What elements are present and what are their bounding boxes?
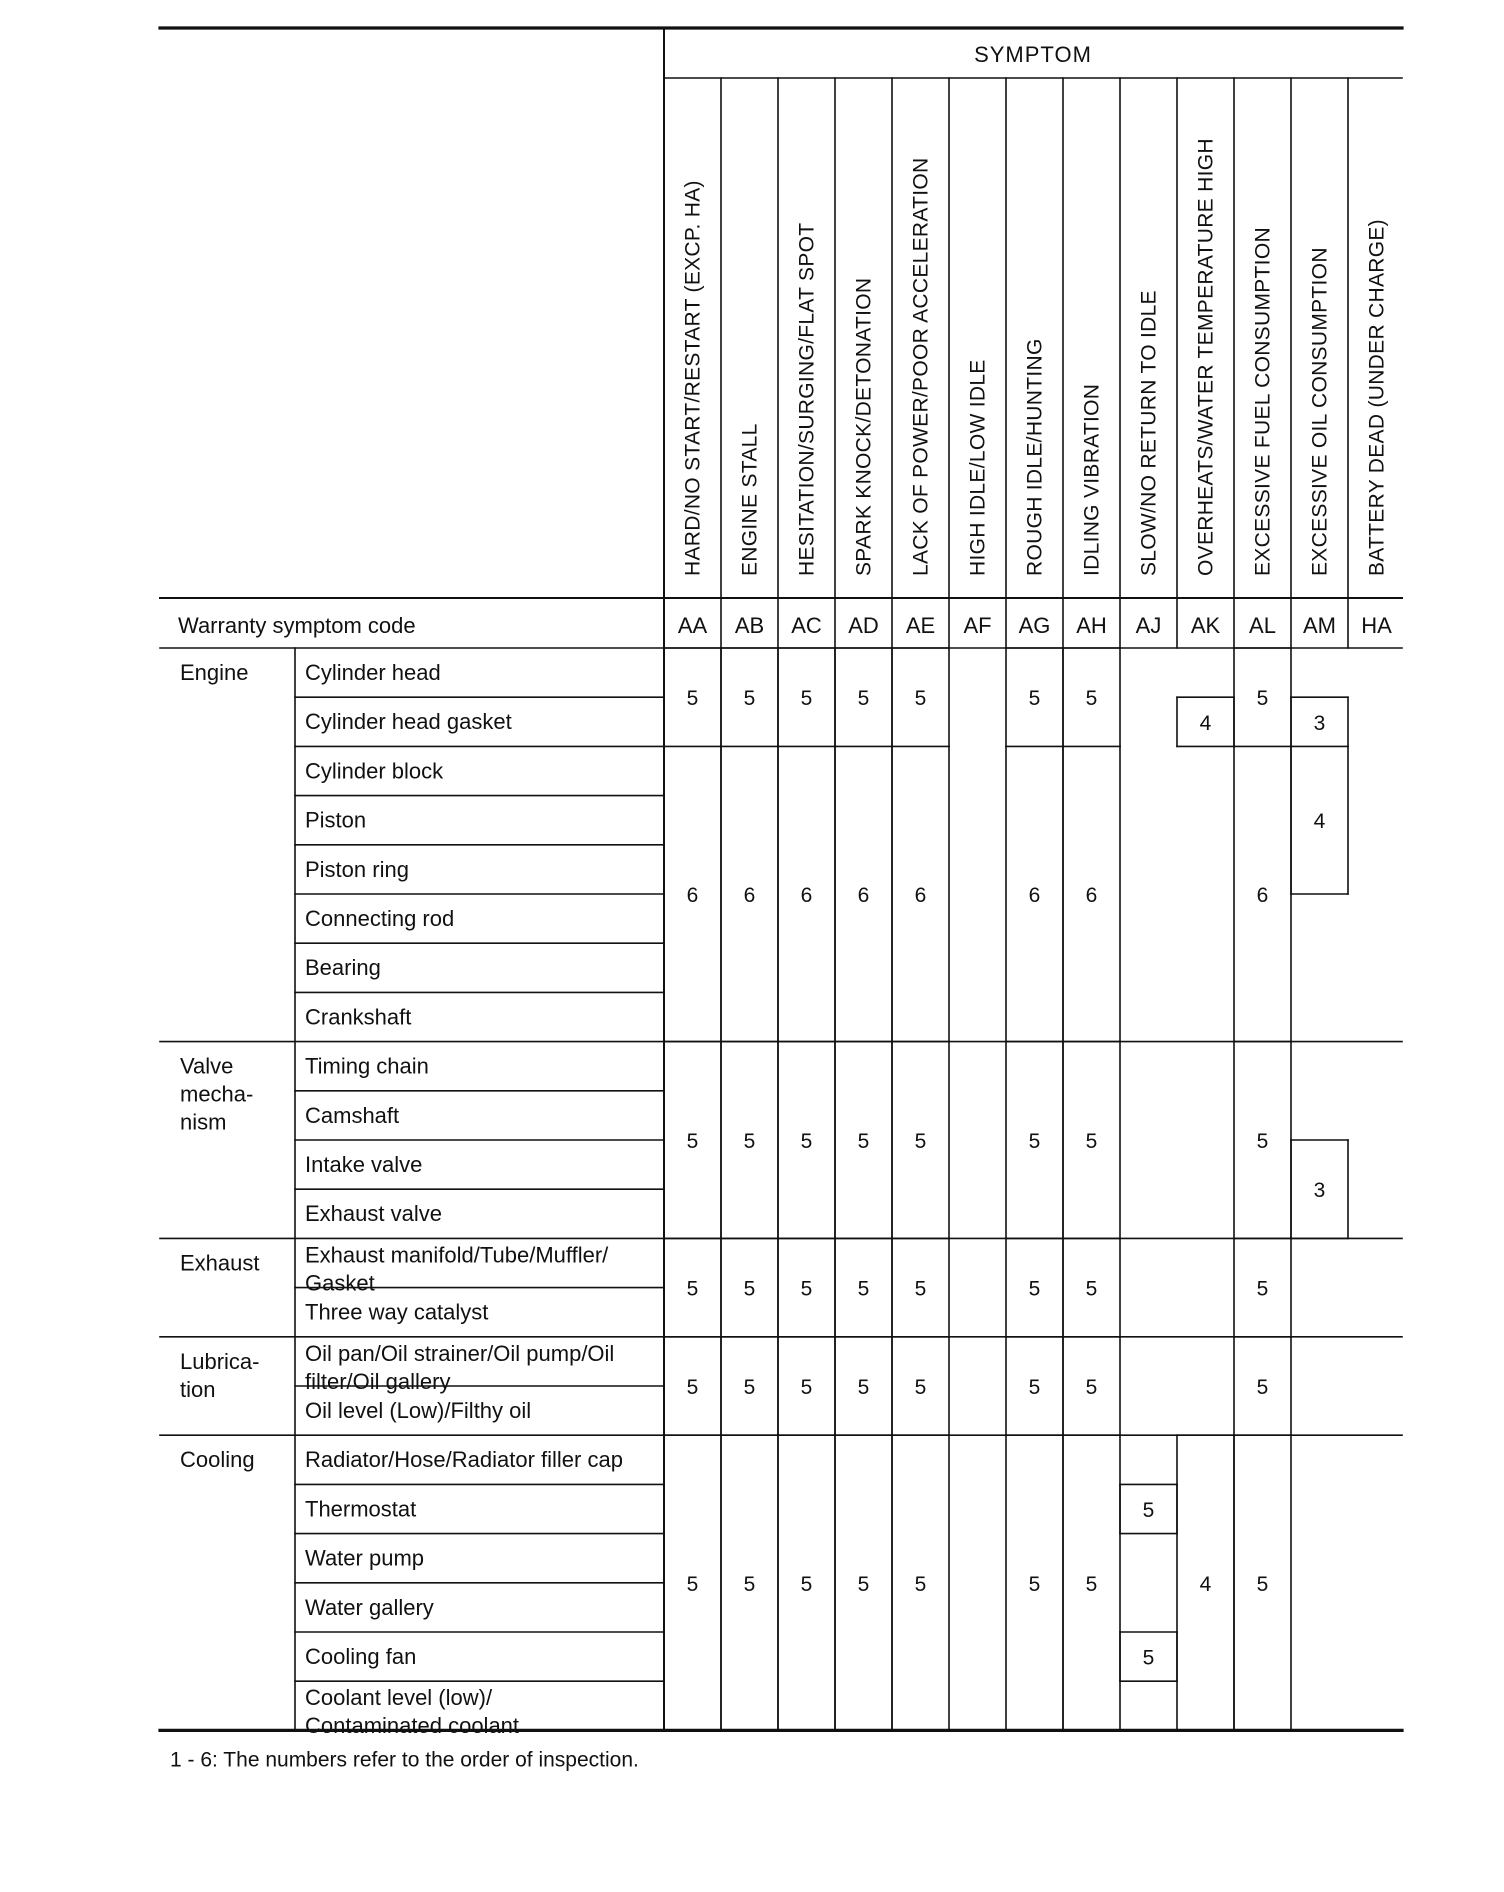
inspection-order-value: 5 (1256, 687, 1269, 711)
category-name: Cooling (180, 1447, 255, 1473)
inspection-order-value: 4 (1199, 1572, 1212, 1596)
inspection-order-value: 5 (1085, 1572, 1098, 1596)
inspection-order-value: 6 (857, 884, 870, 907)
component-name: Bearing (305, 955, 381, 981)
inspection-order-value: 5 (1028, 687, 1041, 711)
inspection-order-value: 5 (857, 1130, 870, 1153)
component-name: Crankshaft (305, 1004, 412, 1030)
inspection-order-value: 5 (743, 1277, 756, 1301)
inspection-order-value: 5 (800, 1130, 813, 1153)
inspection-order-value: 5 (800, 1376, 813, 1399)
component-name: Water gallery (305, 1594, 434, 1620)
component-name: Timing chain (305, 1053, 429, 1079)
component-name: Piston ring (305, 856, 409, 882)
inspection-order-value: 5 (686, 687, 699, 711)
inspection-order-value: 5 (914, 1572, 927, 1596)
component-name: Connecting rod (305, 906, 455, 931)
inspection-order-value: 5 (686, 1130, 699, 1153)
column-header: EXCESSIVE FUEL CONSUMPTION (1251, 227, 1275, 576)
component-name: Intake valve (305, 1152, 423, 1177)
symptom-code: HA (1361, 613, 1392, 638)
category-name: Lubrica- (180, 1348, 260, 1374)
column-header: SLOW/NO RETURN TO IDLE (1137, 290, 1161, 576)
symptom-code: AK (1190, 613, 1221, 638)
column-header: HIGH IDLE/LOW IDLE (966, 359, 990, 576)
component-name: Oil pan/Oil strainer/Oil pump/Oil (305, 1340, 615, 1366)
category-name: Engine (180, 660, 249, 685)
inspection-order-value: 5 (743, 687, 756, 711)
category-name: mecha- (180, 1081, 254, 1107)
component-name: Exhaust manifold/Tube/Muffler/ (305, 1242, 609, 1268)
category-name: tion (180, 1376, 216, 1402)
symptom-code: AG (1018, 613, 1051, 638)
inspection-order-value: 3 (1313, 1179, 1326, 1203)
column-header: IDLING VIBRATION (1080, 383, 1104, 576)
inspection-order-value: 5 (743, 1130, 756, 1153)
inspection-order-value: 5 (1142, 1499, 1155, 1522)
inspection-order-value: 5 (1085, 1130, 1098, 1153)
inspection-order-value: 5 (686, 1376, 699, 1399)
category-name: Exhaust (180, 1250, 260, 1276)
inspection-order-value: 6 (1256, 884, 1269, 907)
inspection-order-value: 5 (857, 687, 870, 711)
column-header: OVERHEATS/WATER TEMPERATURE HIGH (1194, 138, 1218, 576)
component-name: Gasket (305, 1270, 375, 1296)
component-name: Cylinder block (305, 758, 444, 784)
symptom-code: AH (1076, 613, 1107, 638)
inspection-order-value: 5 (1028, 1376, 1041, 1399)
inspection-order-value: 5 (800, 1277, 813, 1301)
inspection-order-value: 5 (1142, 1646, 1155, 1670)
inspection-order-value: 5 (1028, 1130, 1041, 1153)
footnote: 1 - 6: The numbers refer to the order of inspection. (170, 1748, 639, 1772)
inspection-order-value: 5 (800, 687, 813, 711)
component-name: Water pump (305, 1545, 425, 1571)
inspection-order-value: 3 (1313, 711, 1326, 735)
column-header: EXCESSIVE OIL CONSUMPTION (1308, 247, 1332, 576)
component-name: Three way catalyst (305, 1299, 489, 1325)
component-name: filter/Oil gallery (305, 1368, 451, 1394)
warranty-label: Warranty symptom code (178, 613, 416, 638)
inspection-order-value: 5 (1028, 1572, 1041, 1596)
column-header: BATTERY DEAD (UNDER CHARGE) (1365, 219, 1389, 576)
inspection-order-value: 5 (1085, 687, 1098, 711)
inspection-order-value: 5 (1085, 1376, 1098, 1399)
component-name: Exhaust valve (305, 1201, 442, 1227)
component-name: Contaminated coolant (305, 1713, 520, 1739)
component-name: Thermostat (305, 1496, 417, 1522)
symptom-code: AJ (1135, 613, 1162, 638)
column-header: LACK OF POWER/POOR ACCELERATION (909, 157, 933, 576)
symptom-code: AE (905, 613, 936, 638)
component-name: Coolant level (low)/ (305, 1685, 493, 1711)
inspection-order-value: 5 (914, 687, 927, 711)
component-name: Cylinder head (305, 660, 441, 685)
symptom-code: AC (791, 613, 822, 638)
inspection-order-value: 4 (1313, 810, 1326, 834)
symptom-code: AB (734, 613, 765, 638)
symptom-code: AM (1303, 613, 1336, 638)
inspection-order-value: 5 (914, 1130, 927, 1153)
column-header: ENGINE STALL (738, 423, 762, 576)
inspection-order-value: 5 (1256, 1376, 1269, 1399)
category-name: Valve (180, 1053, 234, 1079)
inspection-order-value: 5 (857, 1277, 870, 1301)
inspection-order-value: 5 (1028, 1277, 1041, 1301)
column-header: HARD/NO START/RESTART (EXCP. HA) (681, 180, 705, 576)
column-header: HESITATION/SURGING/FLAT SPOT (795, 222, 819, 576)
inspection-order-value: 4 (1199, 711, 1212, 735)
symptom-code: AF (963, 613, 992, 638)
inspection-order-value: 5 (914, 1277, 927, 1301)
column-header: SPARK KNOCK/DETONATION (852, 277, 876, 576)
inspection-order-value: 6 (1028, 884, 1041, 907)
symptom-code: AA (677, 613, 708, 638)
inspection-order-value: 6 (686, 884, 699, 907)
component-name: Piston (305, 807, 367, 833)
inspection-order-value: 5 (1256, 1277, 1269, 1301)
inspection-order-value: 6 (1085, 884, 1098, 907)
component-name: Cylinder head gasket (305, 709, 512, 735)
inspection-order-value: 6 (800, 884, 813, 907)
component-name: Camshaft (305, 1102, 400, 1128)
component-name: Oil level (Low)/Filthy oil (305, 1398, 532, 1423)
inspection-order-value: 5 (914, 1376, 927, 1399)
inspection-order-value: 5 (743, 1376, 756, 1399)
inspection-order-value: 6 (914, 884, 927, 907)
inspection-order-value: 5 (857, 1572, 870, 1596)
symptom-code: AD (848, 613, 879, 638)
inspection-order-value: 5 (1256, 1130, 1269, 1153)
category-name: nism (180, 1109, 227, 1135)
symptom-title: SYMPTOM (974, 42, 1092, 67)
symptom-code: AL (1249, 613, 1276, 638)
inspection-order-value: 5 (743, 1572, 756, 1596)
inspection-order-value: 5 (686, 1277, 699, 1301)
inspection-order-value: 5 (857, 1376, 870, 1399)
inspection-order-value: 6 (743, 884, 756, 907)
inspection-order-value: 5 (800, 1572, 813, 1596)
column-header: ROUGH IDLE/HUNTING (1023, 338, 1047, 576)
inspection-order-value: 5 (1085, 1277, 1098, 1301)
inspection-order-value: 5 (1256, 1572, 1269, 1596)
inspection-order-value: 5 (686, 1572, 699, 1596)
component-name: Cooling fan (305, 1644, 417, 1669)
component-name: Radiator/Hose/Radiator filler cap (305, 1447, 623, 1473)
